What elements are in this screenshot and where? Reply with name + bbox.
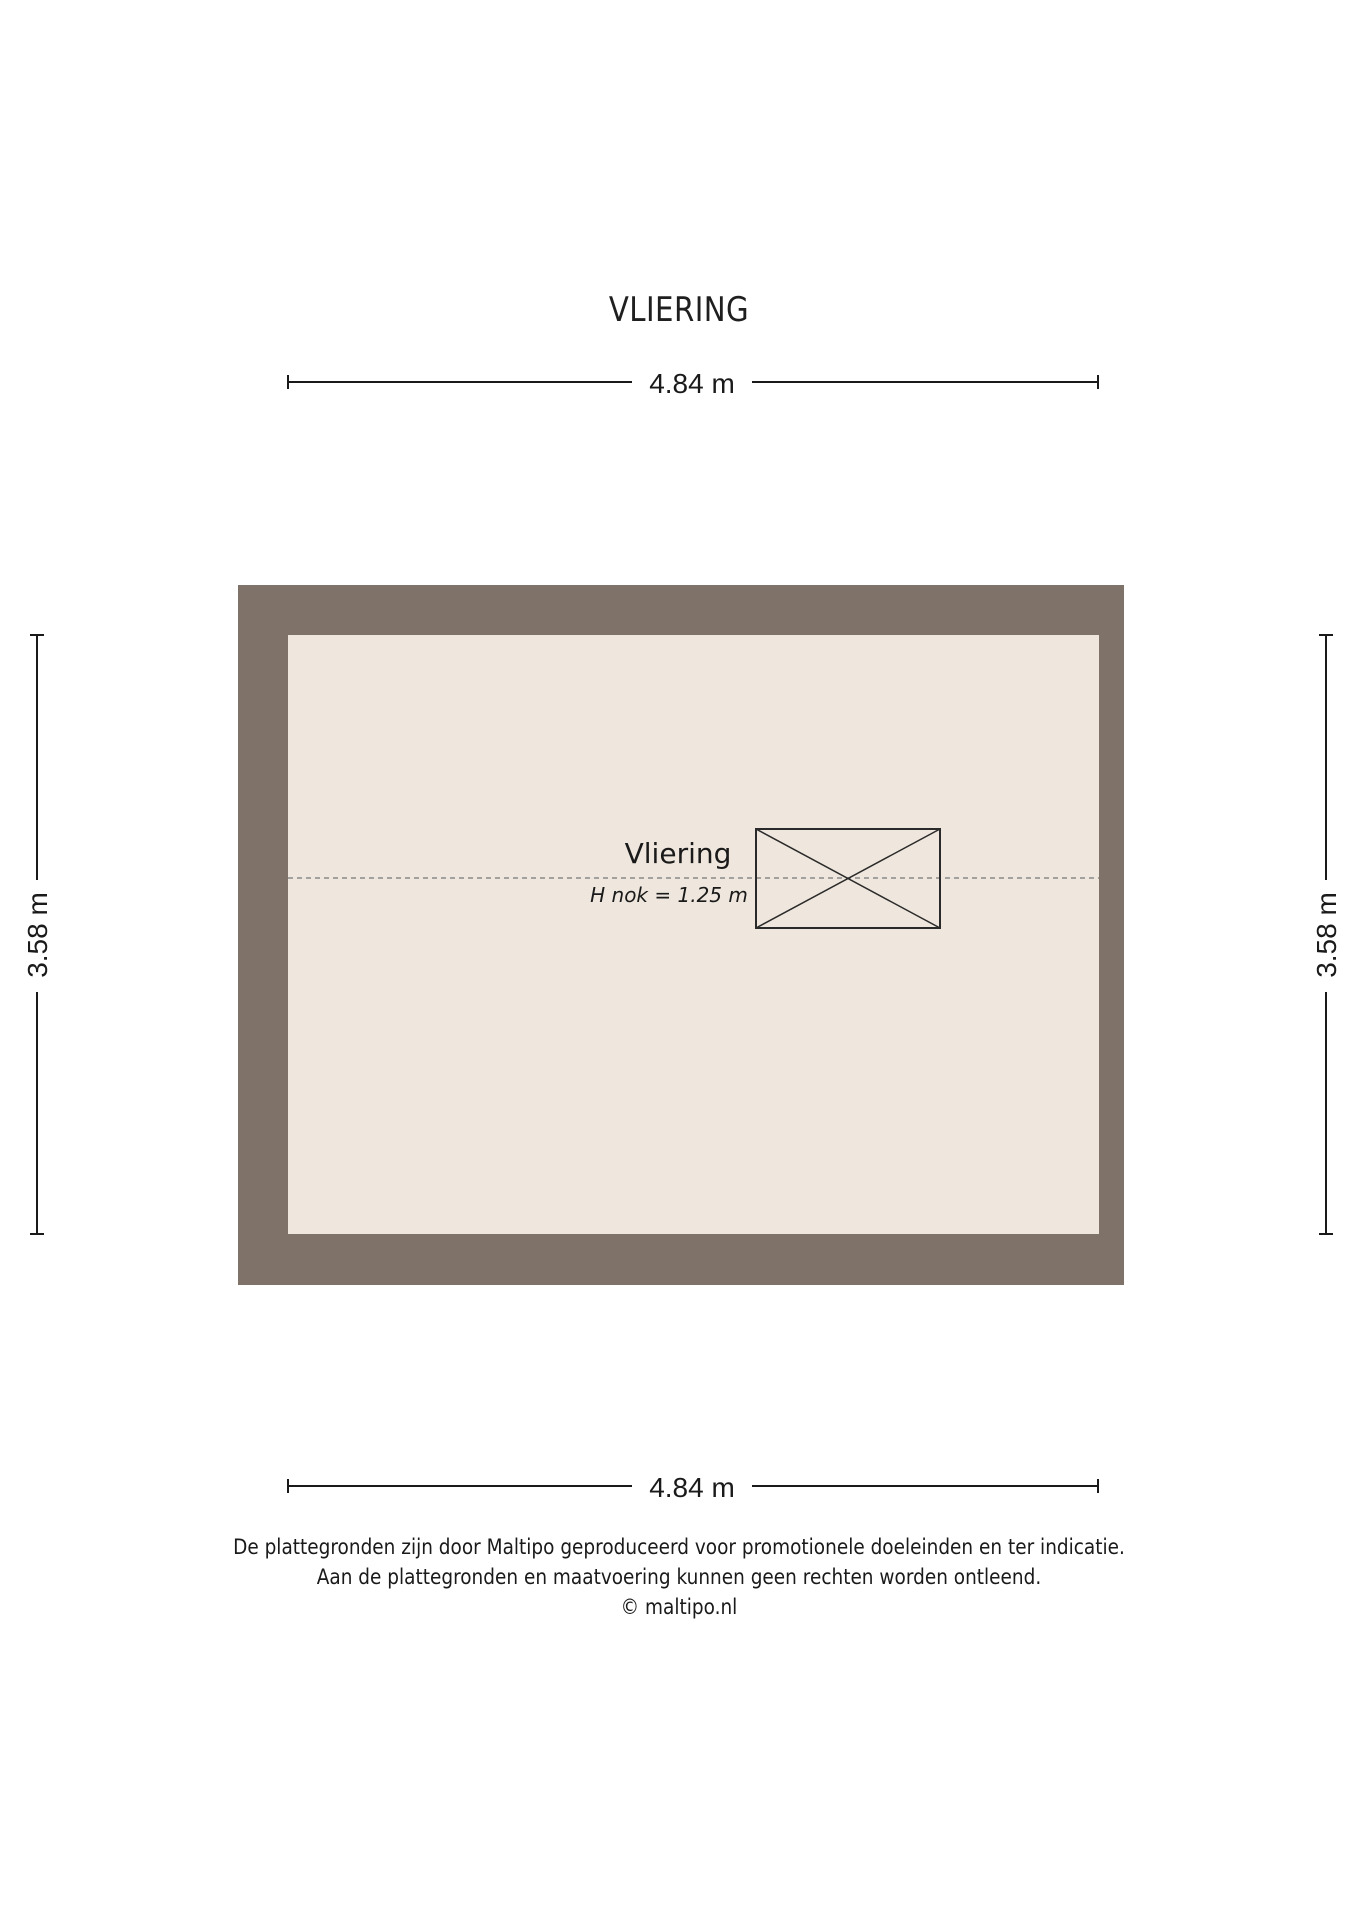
ridge-height: H nok = 1.25 m <box>590 883 748 907</box>
dimension-left-label: 3.58 m <box>22 892 53 978</box>
copyright: © maltipo.nl <box>620 1595 738 1619</box>
dimension-right <box>1311 635 1342 1234</box>
disclaimer <box>0 1532 1358 1622</box>
floor-title: VLIERING <box>608 290 750 330</box>
dimension-top <box>288 368 1098 399</box>
dimension-top-label: 4.84 m <box>649 368 735 399</box>
dimension-right-label: 3.58 m <box>1311 892 1342 978</box>
dimension-bottom-label: 4.84 m <box>649 1472 735 1503</box>
room-name: Vliering <box>624 837 732 870</box>
disclaimer-line: De plattegronden zijn door Maltipo geproduceerd voor promotionele doeleinden en ter indicatie. <box>233 1535 1125 1559</box>
dimension-bottom <box>288 1472 1098 1503</box>
disclaimer-line: Aan de plattegronden en maatvoering kunnen geen rechten worden ontleend. <box>316 1565 1042 1589</box>
dimension-left <box>22 635 53 1234</box>
room-floor <box>288 635 1099 1234</box>
